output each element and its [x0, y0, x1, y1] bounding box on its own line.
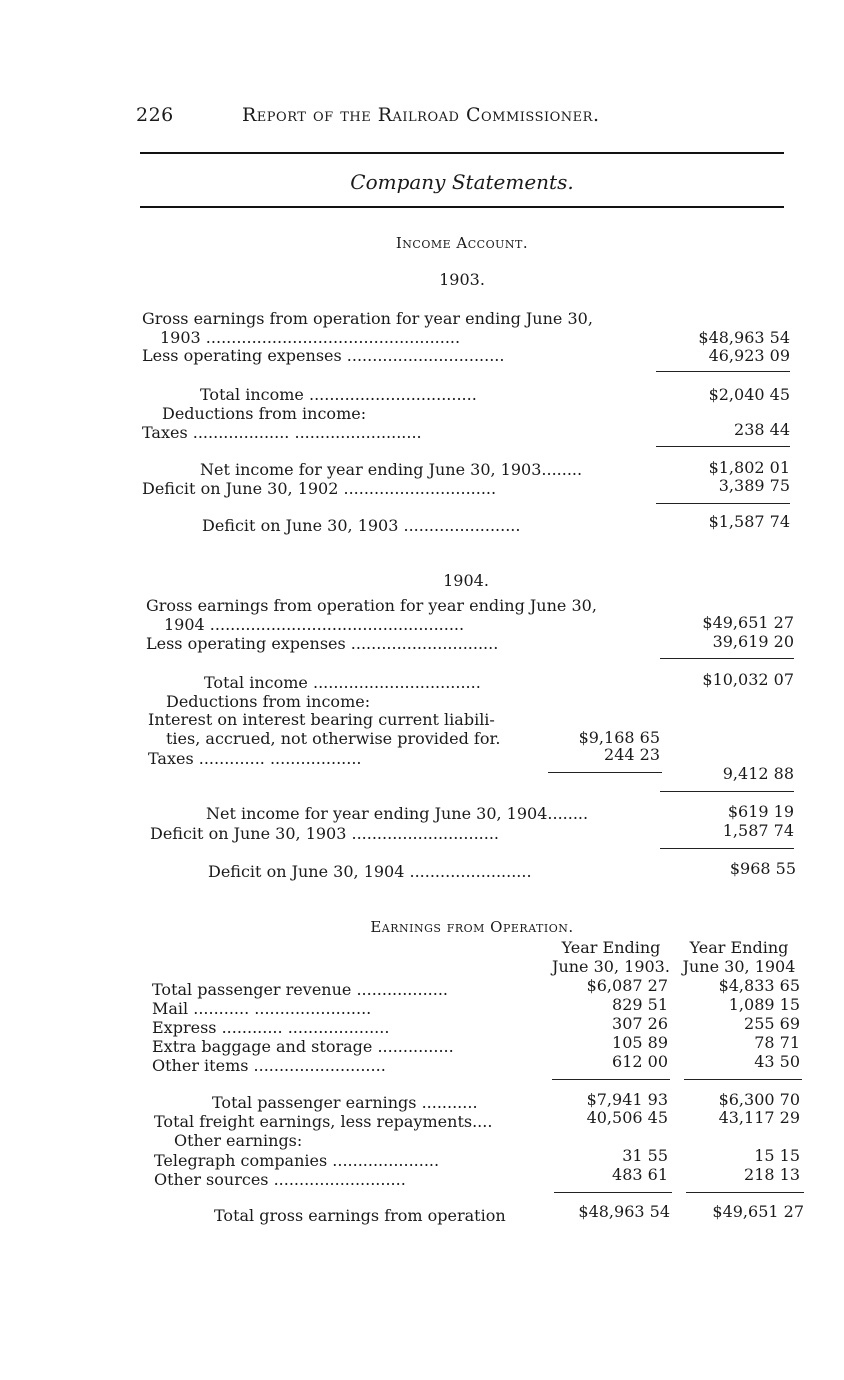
freight-label: Total freight earnings, less repayments.... — [154, 1112, 493, 1131]
earnings-row-label: Express ............ .................... — [152, 1018, 390, 1037]
earnings-row-label: Other items .......................... — [152, 1056, 386, 1075]
earnings-row-1903: 829 51 — [612, 995, 668, 1014]
year-1904-heading: 1904. — [443, 571, 489, 590]
earnings-row-1904: 43 50 — [754, 1052, 800, 1071]
page-number: 226 — [136, 104, 174, 126]
gross-earnings-label: Total gross earnings from operation — [214, 1206, 506, 1225]
less-expenses-1904-label: Less operating expenses ............................. — [146, 634, 499, 653]
income-account-heading: Income Account. — [395, 234, 529, 252]
earnings-row-1904: $4,833 65 — [718, 976, 800, 995]
gross-1904-line2: 1904 .................................................. — [164, 615, 465, 634]
total-income-1904-value: $10,032 07 — [702, 670, 794, 689]
other-earnings-label: Other earnings: — [174, 1131, 303, 1150]
gross-1904-value: $49,651 27 — [702, 613, 794, 632]
other-sources-label: Other sources .......................... — [154, 1170, 406, 1189]
earnings-row-1904: 78 71 — [754, 1033, 800, 1052]
rule-1903-b — [656, 446, 790, 447]
rule-1904-c — [660, 848, 794, 849]
deficit-1903b-value: 1,587 74 — [722, 821, 794, 840]
col-1904-line2: June 30, 1904 — [682, 957, 796, 976]
net-income-1904-label: Net income for year ending June 30, 1904........ — [206, 804, 589, 823]
total-passenger-1904: $6,300 70 — [718, 1090, 800, 1109]
freight-1903: 40,506 45 — [586, 1108, 668, 1127]
earnings-row-label: Extra baggage and storage ............... — [152, 1037, 454, 1056]
less-expenses-1903-label: Less operating expenses ............................... — [142, 346, 505, 365]
taxes-1904-label: Taxes ............. .................. — [148, 749, 362, 768]
rule-1903-c — [656, 503, 790, 504]
taxes-1903-value: 238 44 — [734, 420, 790, 439]
deductions-1904-total: 9,412 88 — [722, 764, 794, 783]
rule-1904-b — [660, 791, 794, 792]
col-1904-line1: Year Ending — [689, 938, 789, 957]
rule-1903-a — [656, 371, 790, 372]
deductions-1904-label: Deductions from income: — [166, 692, 371, 711]
col-1903-line1: Year Ending — [561, 938, 661, 957]
deficit-1902-label: Deficit on June 30, 1902 .............................. — [142, 479, 497, 498]
earnings-row-1904: 255 69 — [744, 1014, 800, 1033]
gross-1903-line2: 1903 .................................................. — [160, 328, 461, 347]
net-income-1903-value: $1,802 01 — [708, 458, 790, 477]
deficit-1903-value: $1,587 74 — [708, 512, 790, 531]
taxes-1904-value: 244 23 — [604, 745, 660, 764]
telegraph-1904: 15 15 — [754, 1146, 800, 1165]
earnings-rule-a-1904 — [684, 1079, 802, 1080]
year-1903-heading: 1903. — [439, 270, 485, 289]
interest-line2: ties, accrued, not otherwise provided for. — [166, 729, 501, 748]
rule-1904-sub — [548, 772, 662, 773]
net-income-1903-label: Net income for year ending June 30, 1903........ — [200, 460, 583, 479]
total-passenger-label: Total passenger earnings ........... — [212, 1093, 478, 1112]
deficit-1904-label: Deficit on June 30, 1904 ........................ — [208, 862, 532, 881]
earnings-row-label: Mail ........... ....................... — [152, 999, 372, 1018]
earnings-rule-a-1903 — [552, 1079, 670, 1080]
gross-earnings-1904: $49,651 27 — [712, 1202, 804, 1221]
other-sources-1903: 483 61 — [612, 1165, 668, 1184]
deficit-1903-label: Deficit on June 30, 1903 ....................... — [202, 516, 521, 535]
interest-value: $9,168 65 — [578, 728, 660, 747]
earnings-heading: Earnings from Operation. — [370, 918, 574, 936]
earnings-rule-b-1904 — [686, 1192, 804, 1193]
less-expenses-1904-value: 39,619 20 — [712, 632, 794, 651]
total-income-1904-label: Total income ................................. — [204, 673, 481, 692]
total-income-1903-label: Total income ................................. — [200, 385, 477, 404]
telegraph-label: Telegraph companies ..................... — [154, 1151, 440, 1170]
net-income-1904-value: $619 19 — [727, 802, 794, 821]
earnings-row-1903: 612 00 — [612, 1052, 668, 1071]
deficit-1903b-label: Deficit on June 30, 1903 ............................. — [150, 824, 499, 843]
rule-1904-a — [660, 658, 794, 659]
section-rule — [140, 206, 784, 208]
deficit-1904-value: $968 55 — [729, 859, 796, 878]
earnings-row-1904: 1,089 15 — [728, 995, 800, 1014]
deficit-1902-value: 3,389 75 — [718, 476, 790, 495]
taxes-1903-label: Taxes ................... ......................... — [142, 423, 422, 442]
section-title: Company Statements. — [350, 170, 574, 194]
deductions-1903-label: Deductions from income: — [162, 404, 367, 423]
earnings-row-label: Total passenger revenue .................. — [152, 980, 448, 999]
earnings-row-1903: 105 89 — [612, 1033, 668, 1052]
top-rule — [140, 152, 784, 154]
total-passenger-1903: $7,941 93 — [586, 1090, 668, 1109]
other-sources-1904: 218 13 — [744, 1165, 800, 1184]
freight-1904: 43,117 29 — [718, 1108, 800, 1127]
gross-earnings-1903: $48,963 54 — [578, 1202, 670, 1221]
total-income-1903-value: $2,040 45 — [708, 385, 790, 404]
earnings-row-1903: $6,087 27 — [586, 976, 668, 995]
interest-line1: Interest on interest bearing current liabili- — [148, 710, 495, 729]
earnings-rule-b-1903 — [554, 1192, 672, 1193]
telegraph-1903: 31 55 — [622, 1146, 668, 1165]
running-title: Report of the Railroad Commissioner. — [242, 104, 600, 126]
less-expenses-1903-value: 46,923 09 — [708, 346, 790, 365]
col-1903-line2: June 30, 1903. — [552, 957, 670, 976]
gross-1903-line1: Gross earnings from operation for year ending June 30, — [142, 309, 593, 328]
gross-1904-line1: Gross earnings from operation for year ending June 30, — [146, 596, 597, 615]
earnings-row-1903: 307 26 — [612, 1014, 668, 1033]
gross-1903-value: $48,963 54 — [698, 328, 790, 347]
